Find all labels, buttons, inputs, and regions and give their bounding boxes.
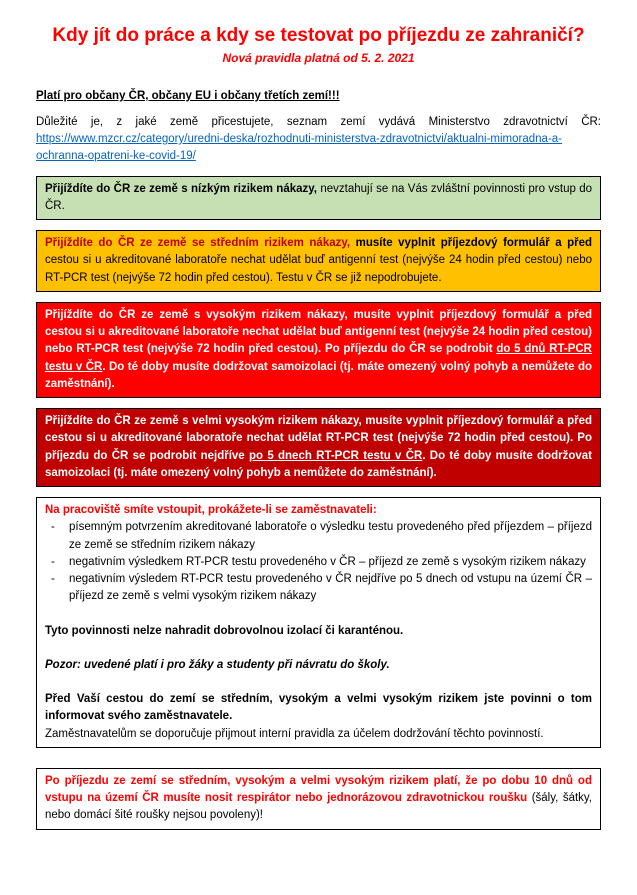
low-risk-rest: nevztahují se na Vás zvláštní povinnosti pro vstup do ČR. (45, 182, 592, 212)
mask-rule-box (36, 768, 601, 830)
very-high-risk-box (36, 408, 601, 487)
workplace-rules-box (36, 497, 601, 748)
list-item (45, 554, 592, 571)
medium-risk-lead: Přijíždíte do ČR ze země se středním rizikem nákazy, (45, 237, 351, 249)
high-risk-box (36, 302, 601, 398)
list-item (45, 571, 592, 606)
low-risk-box (36, 176, 601, 221)
applies-line: Platí pro občany ČR, občany EU i občany třetích zemí!!! (36, 89, 340, 102)
high-risk-text-2: . Do té doby musíte dodržovat samoizolaci (tj. máte omezený volný pohyb a nemůžete do zaměstnání). (45, 360, 593, 390)
employer-obligation: Před Vaší cestou do zemí se středním, vysokým a velmi vysokým rizikem jste povinni o tom informovat svého zaměstnavatele. (45, 693, 592, 723)
medium-risk-box (36, 230, 601, 292)
medium-risk-rest: cestou si u akreditované laboratoře nechat udělat buď antigenní test (nejvýše 24 hodin před cestou) nebo RT-PCR test (nejvýše 72 hodin před cestou). Testu v ČR se již nepodrobujete. (45, 254, 592, 284)
mask-rule-exception: (šály, šátky, nebo domácí šité roušky nejsou povoleny)! (45, 792, 593, 822)
list-item-text: písemným potvrzením akreditované laboratoře o výsledku testu provedeného před příjezdem – příjezd ze země se středním rizikem nákazy (69, 521, 592, 551)
workplace-heading: Na pracoviště smíte vstoupit, prokážete-li se zaměstnavateli: (45, 504, 377, 516)
intro-paragraph (36, 114, 601, 166)
no-substitute-note: Tyto povinnosti nelze nahradit dobrovolnou izolací či karanténou. (45, 624, 404, 637)
list-item-text: negativním výsledkem RT-PCR testu provedeného v ČR – příjezd ze země s vysokým rizikem nákazy (69, 555, 586, 568)
list-item-text: negativním výsledem RT-PCR testu provedeného v ČR nejdříve po 5 dnech od vstupu na území ČR – příjezd ze země s velmi vysokým rizikem nákazy (69, 573, 592, 603)
list-item (45, 519, 592, 554)
medium-risk-bold-text: musíte vyplnit příjezdový formulář a před (350, 237, 593, 249)
intro-text: Důležité je, z jaké země přicestujete, seznam zemí vydává Ministerstvo zdravotnictví ČR: (36, 115, 601, 128)
mask-rule-text: Po příjezdu ze zemí se středním, vysokým a velmi vysokým rizikem platí, že po dobu 10 dnů od vstupu na území ČR musíte nosit respirátor nebo jednorázovou zdravotnickou roušku (45, 774, 592, 804)
dash-marker: - (51, 521, 55, 534)
employer-recommendation: Zaměstnavatelům se doporučuje přijmout interní pravidla za účelem dodržování těchto povinností. (45, 727, 544, 740)
ministry-link[interactable]: https://www.mzcr.cz/category/uredni-deska/rozhodnuti-ministerstva-zdravotnictvi/aktualni-mimoradna-a-ochranna-opatreni-ke-covid-19/ (36, 133, 563, 163)
very-high-risk-text-2: . Do té doby musíte dodržovat samoizolaci (tj. máte omezený volný pohyb a nemůžete do zaměstnání). (45, 449, 592, 479)
page-title: Kdy jít do práce a kdy se testovat po příjezdu ze zahraničí? (52, 25, 585, 46)
dash-marker: - (51, 555, 55, 568)
dash-marker: - (51, 573, 55, 585)
high-risk-text: Přijíždíte do ČR ze země s vysokým rizikem nákazy, musíte vyplnit příjezdový formulář a před cestou si u akreditované laboratoře nechat udělat buď antigenní test (nejvýše 24 hodin před cestou) nebo RT-PCR test (nejvýše 72 hodin před cestou). Po příjezdu do ČR se podrobit (45, 308, 592, 356)
very-high-risk-deadline: po 5 dnech RT-PCR testu v ČR (248, 449, 423, 462)
students-note: Pozor: uvedené platí i pro žáky a studenty při návratu do školy. (45, 658, 390, 671)
high-risk-deadline: do 5 dnů RT-PCR testu v ČR (45, 343, 592, 373)
low-risk-lead: Přijíždíte do ČR ze země s nízkým rizikem nákazy, (45, 182, 318, 195)
page-subtitle: Nová pravidla platná od 5. 2. 2021 (222, 50, 415, 65)
very-high-risk-text: Přijíždíte do ČR ze země s velmi vysokým rizikem nákazy, musíte vyplnit příjezdový formulář a před cestou si u akreditované laboratoře nechat udělat RT-PCR test (nejvýše 72 hodin před cestou). Po příjezdu do ČR se podrobit nejdříve (45, 415, 592, 462)
